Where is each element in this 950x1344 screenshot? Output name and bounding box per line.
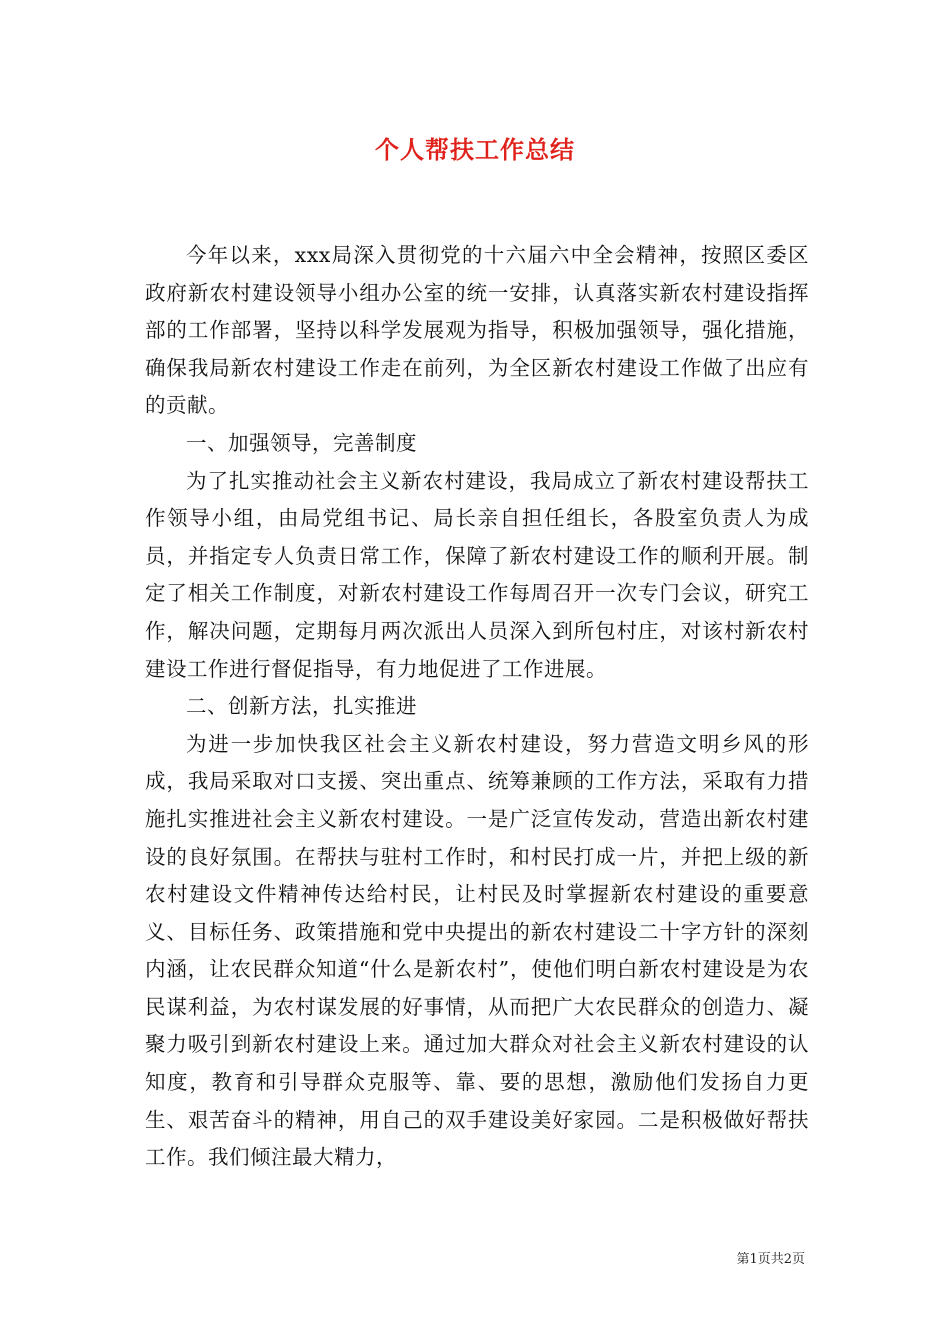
section-heading-2: 二、创新方法，扎实推进 [186, 694, 417, 719]
page-number-footer: 第1页共2页 [736, 1252, 805, 1267]
document-title: 个人帮扶工作总结 [375, 135, 575, 164]
section-1-paragraph: 为了扎实推动社会主义新农村建设，我局成立了新农村建设帮扶工作领导小组，由局党组书记、局长亲自担任组长，各股室负责人为成员，并指定专人负责日常工作，保障了新农村建设工作的顺利开展。制定了相关工作制度，对新农村建设工作每周召开一次专门会议，研究工作，解决问题，定期每月两次派出人员深入到所包村庄，对该村新农村建设工作进行督促指导，有力地促进了工作进展。 [145, 468, 809, 681]
section-heading-1: 一、加强领导，完善制度 [186, 430, 417, 455]
intro-paragraph: 今年以来，xxx局深入贯彻党的十六届六中全会精神，按照区委区政府新农村建设领导小组办公室的统一安排，认真落实新农村建设指挥部的工作部署，坚持以科学发展观为指导，积极加强领导，强化措施，确保我局新农村建设工作走在前列，为全区新农村建设工作做了出应有的贡献。 [145, 243, 809, 418]
section-2-paragraph: 为进一步加快我区社会主义新农村建设，努力营造文明乡风的形成，我局采取对口支援、突出重点、统筹兼顾的工作方法，采取有力措施扎实推进社会主义新农村建设。一是广泛宣传发动，营造出新农村建设的良好氛围。在帮扶与驻村工作时，和村民打成一片，并把上级的新农村建设文件精神传达给村民，让村民及时掌握新农村建设的重要意义、目标任务、政策措施和党中央提出的新农村建设二十字方针的深刻内涵，让农民群众知道“什么是新农村”，使他们明白新农村建设是为农民谋利益，为农村谋发展的好事情，从而把广大农民群众的创造力、凝聚力吸引到新农村建设上来。通过加大群众对社会主义新农村建设的认知度，教育和引导群众克服等、靠、要的思想，激励他们发扬自力更生、艰苦奋斗的精神，用自己的双手建设美好家园。二是积极做好帮扶工作。我们倾注最大精力， [145, 731, 809, 1170]
document-body [145, 237, 809, 1177]
